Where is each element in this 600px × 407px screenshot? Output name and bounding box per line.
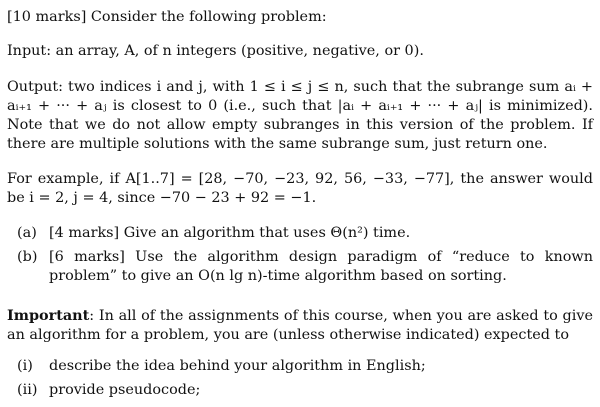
requirement-item-i: [17, 357, 593, 376]
question-part-b: [17, 248, 593, 286]
requirements-list: [17, 357, 593, 405]
output-specification: Output: two indices i and j, with 1 ≤ i ≤ j ≤ n, such that the subrange sum aᵢ + aᵢ₊₁ + ··· + aⱼ is closest to 0 (i.e., such that |aᵢ + aᵢ₊₁ + ··· + aⱼ| is minimized). Note that we do not allow empty subranges in this version of the problem. If there are multiple solutions with the same subrange sum, just return one.: [7, 79, 593, 152]
part-text: [4 marks] Give an algorithm that uses Θ(n²) time.: [49, 225, 411, 241]
requirement-label: (i): [17, 358, 33, 374]
example-paragraph: For example, if A[1..7] = [28, −70, −23, 92, 56, −33, −77], the answer would be i = 2, j = 4, since −70 − 23 + 92 = −1.: [7, 171, 593, 206]
input-specification: Input: an array, A, of n integers (positive, negative, or 0).: [7, 43, 424, 59]
problem-heading: [10 marks] Consider the following problem:: [7, 9, 327, 25]
part-text: [6 marks] Use the algorithm design paradigm of “reduce to known problem” to give an O(n lg n)-time algorithm based on sorting.: [49, 249, 593, 284]
question-parts-list: [17, 224, 593, 291]
important-label: Important: [7, 307, 90, 324]
requirement-label: (ii): [17, 382, 38, 398]
requirement-text: provide pseudocode;: [49, 382, 201, 398]
part-label: (a): [17, 225, 37, 241]
important-text: : In all of the assignments of this course, when you are asked to give an algorithm for a problem, you are (unless otherwise indicated) expected to: [7, 308, 593, 343]
important-note: [7, 306, 593, 345]
requirement-item-ii: [17, 381, 593, 400]
requirement-text: describe the idea behind your algorithm in English;: [49, 358, 426, 374]
question-part-a: [17, 224, 593, 243]
part-label: (b): [17, 249, 38, 265]
